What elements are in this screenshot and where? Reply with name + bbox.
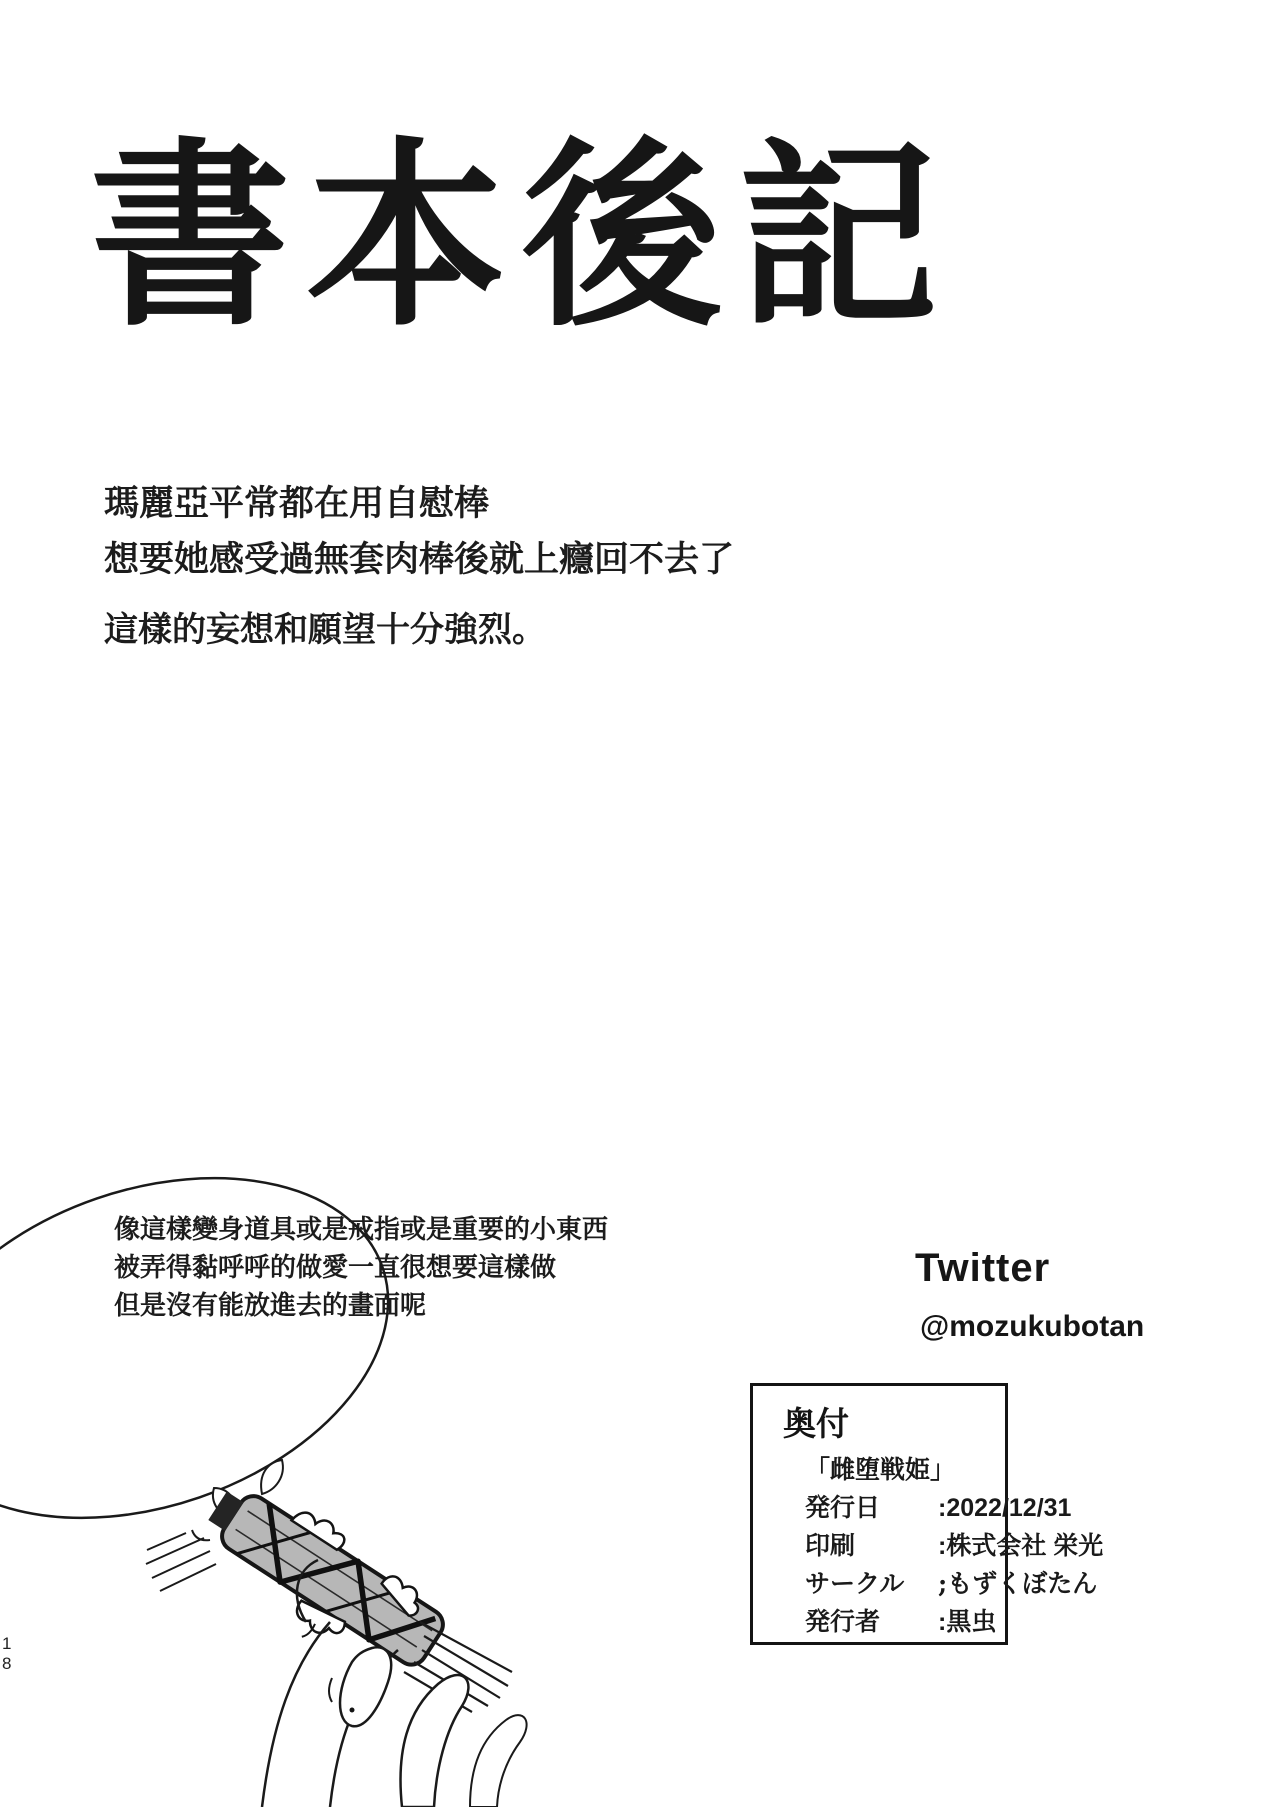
colophon-row-printer: [805, 1527, 1104, 1565]
colophon-label: サークル: [805, 1570, 905, 1598]
colophon-label: 発行日: [805, 1494, 881, 1522]
colophon-label: 印刷: [805, 1532, 856, 1560]
sketch-artwork: [0, 1150, 560, 1807]
note-line: 像這樣變身道具或是戒指或是重要的小東西: [114, 1214, 609, 1244]
page-title: 書本後記: [90, 126, 955, 349]
colophon-value: :株式会社 栄光: [938, 1532, 1104, 1560]
page-number-digit: 1: [2, 1634, 12, 1653]
arm-contour: [262, 1622, 330, 1807]
colophon-value: :2022/12/31: [938, 1494, 1072, 1522]
finger: [340, 1647, 391, 1726]
afterword-paragraph-1: [104, 476, 734, 588]
motion-lines-left: [146, 1533, 216, 1591]
afterword-paragraph-2: 這樣的妄想和願望十分強烈。: [104, 611, 546, 649]
paragraph-line: 想要她感受過無套肉棒後就上癮回不去了: [104, 540, 735, 579]
twitter-handle: @mozukubotan: [920, 1310, 1145, 1343]
note-line: 但是沒有能放進去的畫面呢: [114, 1290, 427, 1320]
colophon-book-title: 「雌堕戦姫」: [805, 1456, 956, 1484]
colophon-row-circle: [805, 1565, 1098, 1603]
drip-dot: [350, 1708, 355, 1713]
paragraph-line: 瑪麗亞平常都在用自慰棒: [104, 484, 490, 523]
twitter-platform-label: Twitter: [915, 1246, 1051, 1290]
colophon-box: [750, 1383, 1104, 1645]
colophon-row-publish-date: [805, 1489, 1072, 1527]
splash-curl: [261, 1460, 283, 1494]
colophon-value: ;もずくぼたん: [938, 1569, 1098, 1598]
colophon-value: :黒虫: [938, 1608, 997, 1636]
finger: [401, 1675, 469, 1807]
finger: [470, 1715, 527, 1807]
colophon-row-publisher: [805, 1603, 1005, 1641]
drip-line: [329, 1678, 332, 1702]
page-number-digit: 8: [2, 1654, 12, 1673]
note-line: 被弄得黏呼呼的做愛一直很想要這樣做: [114, 1252, 557, 1282]
colophon-label: 発行者: [805, 1608, 881, 1636]
colophon-header: 奥付: [783, 1405, 849, 1442]
